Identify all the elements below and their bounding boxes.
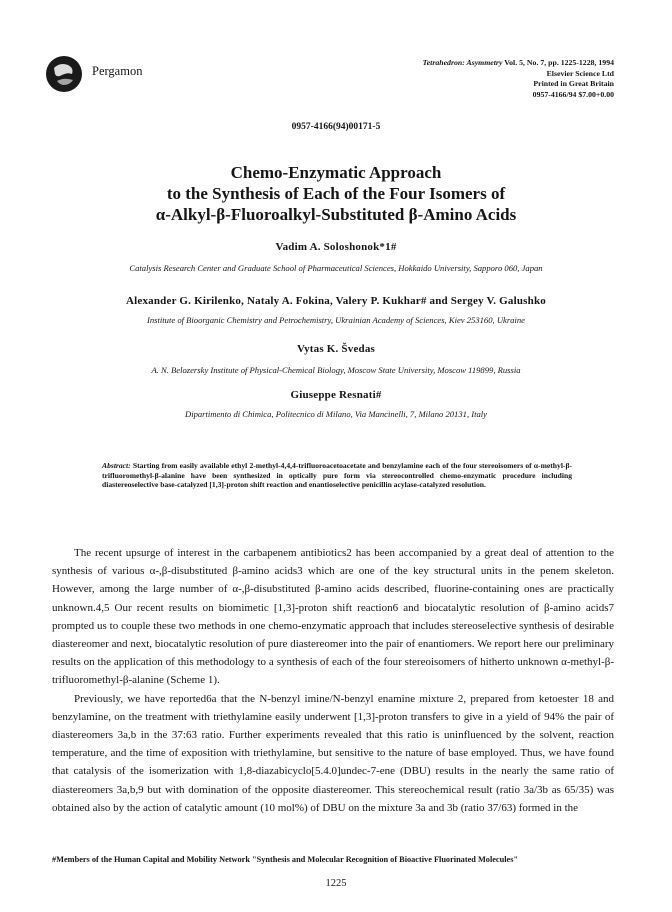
author-line: Alexander G. Kirilenko, Nataly A. Fokina, Valery P. Kukhar# and Sergey V. Galushko (125, 295, 546, 307)
abstract (102, 461, 572, 490)
author-affiliation: Institute of Bioorganic Chemistry and Petrochemistry, Ukrainian Academy of Sciences, Kiev 253160, Ukraine (147, 315, 525, 325)
author-affiliation: A. N. Belozersky Institute of Physical-Chemical Biology, Moscow State University, Moscow 119899, Russia (151, 365, 521, 375)
author-line: Giuseppe Resnati# (290, 389, 382, 401)
author-affiliation: Dipartimento di Chimica, Politecnico di Milano, Via Mancinelli, 7, Milano 20131, Italy (184, 409, 487, 419)
price-line: 0957-4166/94 $7.00+0.00 (532, 89, 614, 99)
publisher-logo (44, 54, 84, 94)
journal-citation (423, 58, 614, 100)
paragraph: The recent upsurge of interest in the carbapenem antibiotics2 has been accompanied by a great deal of attention to the synthesis of various α-,β-disubstituted β-amino acids3 which are one of the key structural units in the penem skeleton. However, among the large number of α-,β-disubstituted β-amino acids described, fluorine-containing ones are practically unknown.4,5 Our recent results on biomimetic [1,3]-proton shift reaction6 and biocatalytic resolution of β-amino acids7 prompted us to couple these two methods in one chemo-enzymatic approach that includes stereoselective synthesis of desirable diastereomer and next, biocatalytic resolution of pure diastereomer into the pair of enantiomers. We report here our preliminary results on the application of this methodology to a synthesis of each of the four stereoisomers of hitherto unknown α-methyl-β-trifluoromethyl-β-alanine (Scheme 1). (52, 547, 614, 687)
author-line: Vytas K. Švedas (296, 343, 376, 355)
title-line-1: Chemo-Enzymatic Approach (230, 163, 442, 182)
abstract-text: Starting from easily available ethyl 2-methyl-4,4,4-trifluoroacetoacetate and benzylamine each of the four stereoisomers of α-methyl-β-trifluoromethyl-β-alanine have been synthesized in optically pure form via stereocontrolled chemo-enzymatic procedure including diastereoselective base-catalyzed [1,3]-proton shift reaction and enantioselective penicillin acylase-catalyzed resolution. (102, 461, 572, 490)
title-line-2: to the Synthesis of Each of the Four Isomers of (166, 184, 506, 203)
issn: 0957-4166(94)00171-5 (291, 122, 381, 132)
page-number: 1225 (325, 878, 347, 889)
paragraph: Previously, we have reported6a that the N-benzyl imine/N-benzyl enamine mixture 2, prepared from ketoester 18 and benzylamine, on the treatment with triethylamine easily underwent [1,3]-proton transfers to give in a yield of 94% the pair of diastereomers 3a,b in the 37:63 ratio. Further experiments revealed that this ratio is uninfluenced by the solvent, reaction temperature, and the time of exposition with triethylamine, but sensitive to the nature of base employed. Thus, we have found that catalysis of the isomerization with 1,8-diazabicyclo[5.4.0]undec-7-ene (DBU) results in the nearly the same ratio of diastereomers 3a,b,9 but with domination of the opposite diastereomer. This stereochemical result (ratio 3a/3b as 65/35) was obtained also by the action of catalytic amount (10 mol%) of DBU on the mixture 3a and 3b (ratio 37/63) formed in the (52, 692, 614, 814)
author-line: Vadim A. Soloshonok*1# (275, 241, 397, 253)
journal-volume: Vol. 5, No. 7, pp. 1225-1228, 1994 (502, 58, 614, 67)
body-text (52, 544, 614, 817)
title-line-3: α-Alkyl-β-Fluoroalkyl-Substituted β-Amino Acids (155, 205, 517, 224)
footnote: #Members of the Human Capital and Mobility Network "Synthesis and Molecular Recognition of Bioactive Fluorinated Molecules" (52, 855, 519, 864)
author-affiliation: Catalysis Research Center and Graduate School of Pharmaceutical Sciences, Hokkaido University, Sapporo 060, Japan (129, 263, 543, 273)
publisher-line: Elsevier Science Ltd (546, 68, 614, 78)
paper-title (0, 162, 672, 225)
publisher-name: Pergamon (92, 64, 143, 78)
printed-line: Printed in Great Britain (533, 79, 614, 89)
journal-name: Tetrahedron: Asymmetry (422, 58, 503, 67)
abstract-label: Abstract: (102, 461, 131, 470)
